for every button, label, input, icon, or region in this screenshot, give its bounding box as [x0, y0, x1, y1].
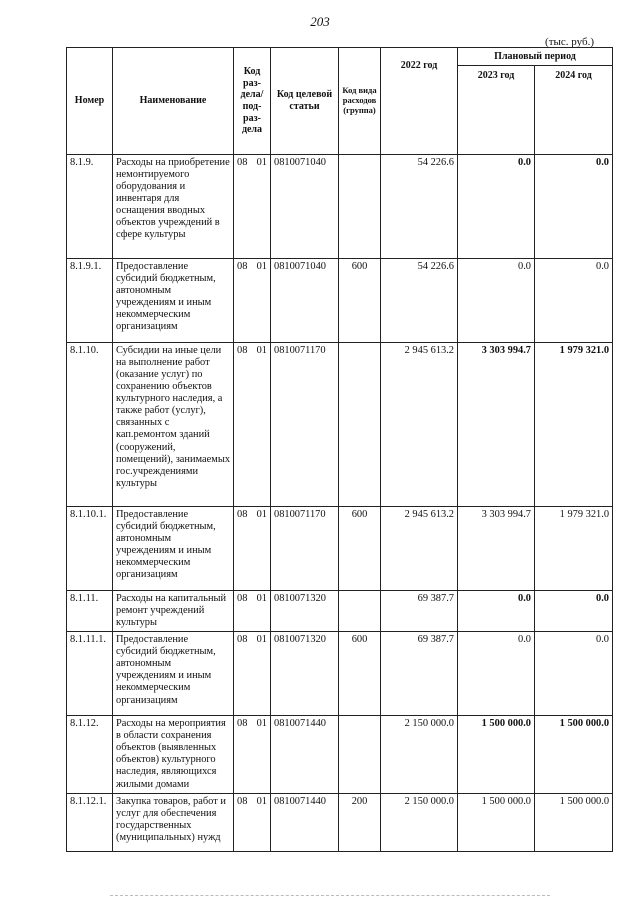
cell-podrazdel-code: 01 — [256, 795, 267, 807]
cell-nomer: 8.1.11.1. — [67, 632, 113, 716]
table-row — [67, 591, 613, 632]
cell-name: Расходы на капитальный ремонт учреждений культуры — [113, 591, 234, 632]
cell-razdel — [234, 793, 271, 851]
table-row — [67, 793, 613, 851]
table-row — [67, 259, 613, 343]
cell-podrazdel-code: 01 — [256, 718, 267, 730]
cell-v2024: 0.0 — [535, 155, 613, 259]
footer-divider — [110, 895, 550, 897]
cell-kcs: 0810071320 — [271, 632, 339, 716]
cell-kvr: 200 — [339, 793, 381, 851]
cell-podrazdel-code: 01 — [256, 509, 267, 520]
cell-name: Предоставление субсидий бюджетным, автономным учреждениям и иным некоммерческим организациям — [113, 507, 234, 591]
cell-v2023: 3 303 994.7 — [458, 507, 535, 591]
cell-podrazdel-code: 01 — [256, 157, 267, 168]
cell-kvr: 600 — [339, 632, 381, 716]
cell-kvr: 600 — [339, 259, 381, 343]
cell-razdel — [234, 155, 271, 259]
cell-v2023: 0.0 — [458, 632, 535, 716]
cell-nomer: 8.1.10. — [67, 343, 113, 507]
cell-nomer: 8.1.12.1. — [67, 793, 113, 851]
cell-razdel-code: 08 — [237, 593, 248, 604]
table-row — [67, 507, 613, 591]
cell-v2023: 0.0 — [458, 155, 535, 259]
cell-nomer: 8.1.10.1. — [67, 507, 113, 591]
header-2024: 2024 год — [535, 66, 613, 155]
units-label: (тыс. руб.) — [545, 36, 594, 48]
cell-name: Субсидии на иные цели на выполнение работ (оказание услуг) по сохранению объектов культурного наследия, а также работ (услуг), связанных с кап.ремонтом зданий (сооружений, помещений), занимаемых гос.учреждениями культуры — [113, 343, 234, 507]
cell-v2022: 54 226.6 — [381, 155, 458, 259]
cell-razdel — [234, 507, 271, 591]
cell-kcs: 0810071440 — [271, 716, 339, 793]
cell-razdel-code: 08 — [237, 157, 248, 168]
cell-razdel — [234, 259, 271, 343]
cell-kvr — [339, 716, 381, 793]
cell-razdel — [234, 591, 271, 632]
cell-razdel-code: 08 — [237, 634, 248, 646]
cell-kvr: 600 — [339, 507, 381, 591]
cell-v2022: 69 387.7 — [381, 591, 458, 632]
cell-kcs: 0810071170 — [271, 507, 339, 591]
cell-kcs: 0810071040 — [271, 155, 339, 259]
cell-kcs: 0810071440 — [271, 793, 339, 851]
table-row — [67, 716, 613, 793]
table-row — [67, 343, 613, 507]
cell-v2024: 0.0 — [535, 259, 613, 343]
budget-table — [66, 47, 613, 852]
header-kod-razdela: Код раз-дела/ под-раз-дела — [234, 48, 271, 155]
cell-razdel-code: 08 — [237, 795, 248, 807]
cell-v2022: 2 150 000.0 — [381, 716, 458, 793]
table-row — [67, 155, 613, 259]
header-planoviy: Плановый период — [458, 48, 613, 66]
cell-v2023: 0.0 — [458, 259, 535, 343]
cell-v2024: 1 500 000.0 — [535, 716, 613, 793]
cell-kcs: 0810071170 — [271, 343, 339, 507]
cell-v2022: 54 226.6 — [381, 259, 458, 343]
cell-v2023: 3 303 994.7 — [458, 343, 535, 507]
header-2023: 2023 год — [458, 66, 535, 155]
cell-name: Расходы на приобретение немонтируемого оборудования и инвентаря для оснащения вводных объектов учреждений в сфере культуры — [113, 155, 234, 259]
cell-name: Расходы на мероприятия в области сохранения объектов (выявленных объектов) культурного наследия, являющихся жилыми домами — [113, 716, 234, 793]
cell-nomer: 8.1.12. — [67, 716, 113, 793]
cell-name: Закупка товаров, работ и услуг для обеспечения государственных (муниципальных) нужд — [113, 793, 234, 851]
header-nomer: Номер — [67, 48, 113, 155]
cell-nomer: 8.1.9. — [67, 155, 113, 259]
cell-v2024: 1 979 321.0 — [535, 507, 613, 591]
cell-name: Предоставление субсидий бюджетным, автономным учреждениям и иным некоммерческим организациям — [113, 632, 234, 716]
cell-nomer: 8.1.11. — [67, 591, 113, 632]
cell-razdel — [234, 632, 271, 716]
cell-razdel-code: 08 — [237, 718, 248, 730]
cell-v2023: 0.0 — [458, 591, 535, 632]
header-kod-statyi: Код целевой статьи — [271, 48, 339, 155]
cell-v2023: 1 500 000.0 — [458, 793, 535, 851]
cell-v2024: 1 500 000.0 — [535, 793, 613, 851]
cell-kcs: 0810071040 — [271, 259, 339, 343]
cell-name: Предоставление субсидий бюджетным, автономным учреждениям и иным некоммерческим организациям — [113, 259, 234, 343]
cell-podrazdel-code: 01 — [256, 261, 267, 272]
cell-podrazdel-code: 01 — [256, 634, 267, 646]
cell-razdel — [234, 716, 271, 793]
header-kod-vida: Код вида расходов (группа) — [339, 48, 381, 155]
cell-razdel-code: 08 — [237, 345, 248, 356]
cell-v2022: 69 387.7 — [381, 632, 458, 716]
cell-kcs: 0810071320 — [271, 591, 339, 632]
cell-kvr — [339, 343, 381, 507]
cell-podrazdel-code: 01 — [256, 593, 267, 604]
cell-v2023: 1 500 000.0 — [458, 716, 535, 793]
cell-v2024: 1 979 321.0 — [535, 343, 613, 507]
cell-v2022: 2 945 613.2 — [381, 343, 458, 507]
cell-razdel-code: 08 — [237, 261, 248, 272]
header-2022: 2022 год — [381, 48, 458, 155]
cell-nomer: 8.1.9.1. — [67, 259, 113, 343]
cell-kvr — [339, 591, 381, 632]
cell-v2022: 2 945 613.2 — [381, 507, 458, 591]
cell-v2024: 0.0 — [535, 591, 613, 632]
header-naimenovanie: Наименование — [113, 48, 234, 155]
cell-razdel-code: 08 — [237, 509, 248, 520]
table-row — [67, 632, 613, 716]
cell-podrazdel-code: 01 — [256, 345, 267, 356]
cell-v2022: 2 150 000.0 — [381, 793, 458, 851]
cell-v2024: 0.0 — [535, 632, 613, 716]
page-number: 203 — [310, 14, 330, 29]
cell-razdel — [234, 343, 271, 507]
cell-kvr — [339, 155, 381, 259]
